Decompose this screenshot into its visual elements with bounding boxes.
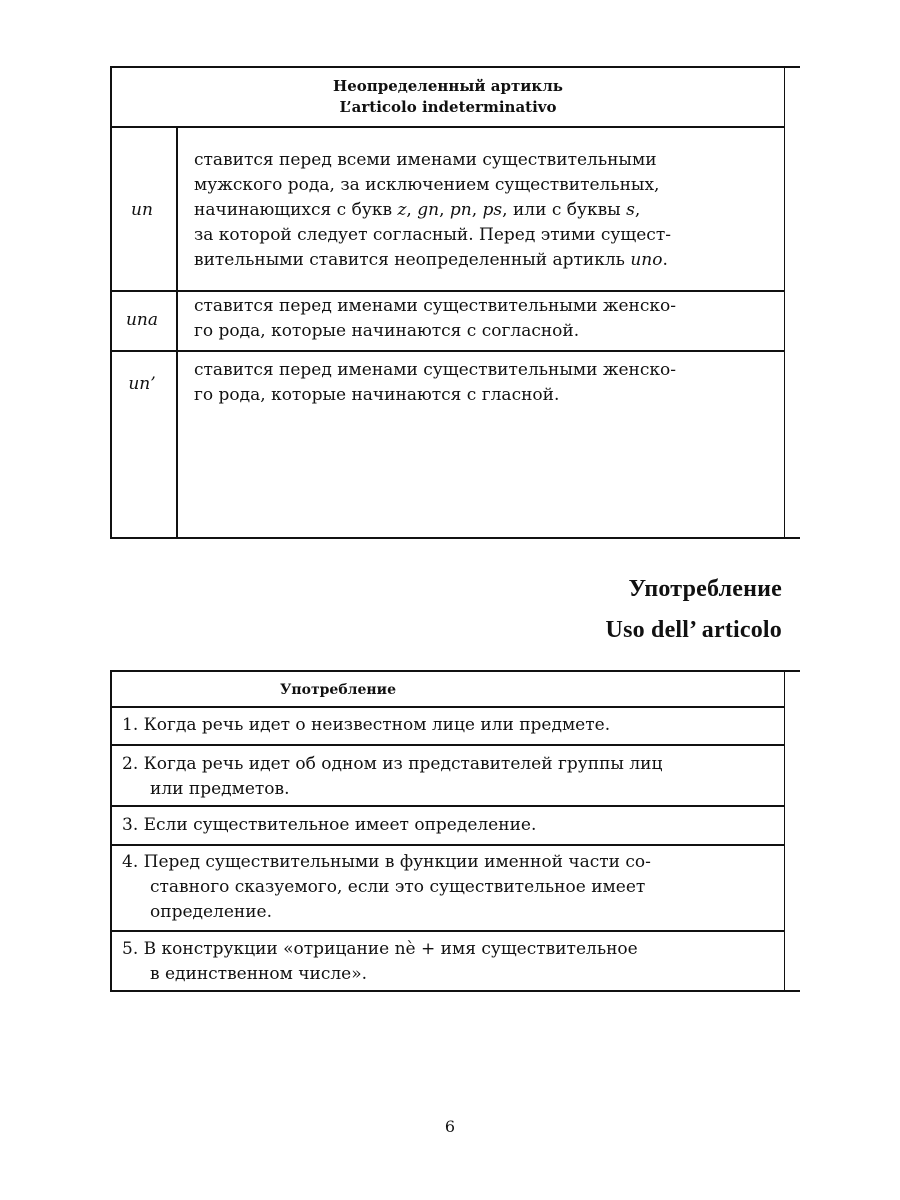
row-divider bbox=[112, 706, 784, 708]
row-text: или предметов. bbox=[150, 779, 290, 799]
table-row bbox=[122, 850, 777, 925]
description-un-apostrophe bbox=[194, 358, 774, 408]
table-row bbox=[122, 813, 777, 838]
list-item: ставится перед всеми именами существительными bbox=[194, 150, 657, 170]
row-text: 2. Когда речь идет об одном из представителей группы лиц bbox=[122, 754, 663, 774]
term-un-apostrophe: un’ bbox=[128, 374, 156, 394]
description-un bbox=[194, 148, 774, 273]
row-text: в единственном числе». bbox=[150, 964, 367, 984]
list-item: го рода, которые начинаются с гласной. bbox=[194, 385, 560, 405]
table-border-right bbox=[784, 672, 785, 990]
list-item: ставится перед именами существительными женско- bbox=[194, 360, 676, 380]
list-item: мужского рода, за исключением существительных, bbox=[194, 175, 660, 195]
header-title-it: L’articolo indeterminativo bbox=[339, 98, 557, 116]
table-header: Употребление bbox=[280, 682, 396, 698]
row-text: 4. Перед существительными в функции именной части со- bbox=[122, 852, 651, 872]
row-divider bbox=[112, 744, 784, 746]
row-divider bbox=[112, 126, 784, 128]
row-divider bbox=[112, 290, 784, 292]
description-una bbox=[194, 294, 774, 344]
row-text: 5. В конструкции «отрицание nè + имя существительное bbox=[122, 939, 638, 959]
table-row bbox=[122, 752, 777, 802]
page-number: 6 bbox=[444, 1117, 456, 1136]
section-heading-ru: Употребление bbox=[628, 576, 782, 602]
table-row bbox=[122, 713, 777, 738]
indefinite-article-table bbox=[110, 66, 800, 539]
row-text: 3. Если существительное имеет определение. bbox=[122, 815, 537, 835]
row-divider bbox=[112, 350, 784, 352]
list-item: начинающихся с букв z, gn, pn, ps, или с буквы s, bbox=[194, 200, 641, 220]
row-text: ставного сказуемого, если это существительное имеет bbox=[150, 877, 646, 897]
row-divider bbox=[112, 844, 784, 846]
table-border-right bbox=[784, 68, 785, 537]
list-item: го рода, которые начинаются с согласной. bbox=[194, 321, 580, 341]
term-un: un bbox=[131, 200, 153, 220]
term-una: una bbox=[125, 310, 159, 330]
list-item: ставится перед именами существительными женско- bbox=[194, 296, 676, 316]
table-row bbox=[122, 937, 777, 987]
section-heading-it: Uso dell’ articolo bbox=[605, 617, 782, 643]
table-header bbox=[112, 76, 784, 118]
row-divider bbox=[112, 930, 784, 932]
header-title-ru: Неопределенный артикль bbox=[333, 77, 563, 95]
list-item: за которой следует согласный. Перед этими сущест- bbox=[194, 225, 671, 245]
row-text: определение. bbox=[150, 902, 273, 922]
row-divider bbox=[112, 805, 784, 807]
usage-table bbox=[110, 670, 800, 992]
list-item: вительными ставится неопределенный артикль uno. bbox=[194, 250, 668, 270]
column-divider bbox=[176, 128, 178, 537]
row-text: 1. Когда речь идет о неизвестном лице или предмете. bbox=[122, 715, 611, 735]
